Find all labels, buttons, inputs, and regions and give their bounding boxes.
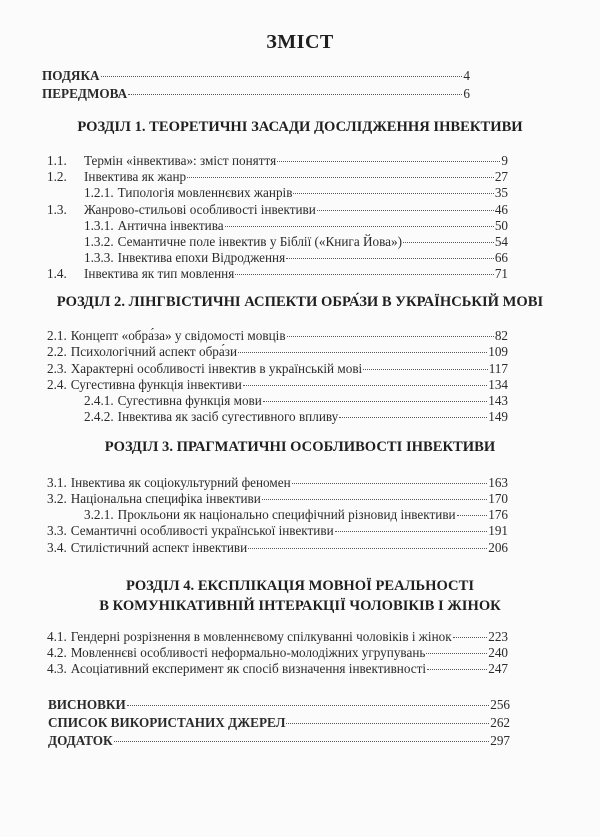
- toc-entry: [47, 202, 508, 218]
- toc-entry-label: ДОДАТОК: [48, 733, 113, 748]
- toc-entry-page: 134: [488, 377, 508, 392]
- toc-entry: [47, 540, 508, 556]
- dot-leader: [128, 94, 462, 95]
- toc-entry: [47, 661, 508, 677]
- toc-entry-conclusions: [48, 697, 510, 713]
- toc-entry-number: 1.3.: [47, 202, 67, 217]
- toc-entry-label: Жанрово-стильові особливості інвективи: [84, 202, 316, 217]
- toc-entry-number: 2.3.: [47, 361, 67, 376]
- toc-entry-page: 71: [494, 266, 508, 281]
- toc-entry-page: 35: [494, 185, 508, 200]
- toc-entry-label: Інвектива як жанр: [84, 169, 187, 184]
- toc-entry-label: Інвектива епохи Відродження: [117, 250, 286, 265]
- toc-entry: [47, 475, 508, 491]
- toc-entry-number: 1.3.2.: [84, 234, 114, 249]
- dot-leader: [243, 385, 487, 386]
- toc-entry-label: Гендерні розрізнення в мовленнєвому спілкуванні чоловіків і жінок: [70, 629, 452, 644]
- toc-entry-references: [48, 715, 510, 731]
- dot-leader: [263, 401, 487, 402]
- toc-entry: [47, 169, 508, 185]
- toc-entry-number: 3.4.: [47, 540, 67, 555]
- dot-leader: [101, 76, 463, 77]
- toc-entry: [47, 491, 508, 507]
- toc-entry-page: 223: [488, 629, 508, 644]
- toc-entry-label: СПИСОК ВИКОРИСТАНИХ ДЖЕРЕЛ: [48, 715, 286, 730]
- dot-leader: [287, 336, 494, 337]
- dot-leader: [238, 352, 487, 353]
- toc-entry-acknowledgements: [42, 68, 470, 84]
- toc-entry: [47, 361, 508, 377]
- toc-entry-page: 170: [488, 491, 508, 506]
- toc-entry-number: 2.2.: [47, 344, 67, 359]
- toc-entry-page: 9: [501, 153, 508, 168]
- toc-entry-number: 1.3.1.: [84, 218, 114, 233]
- toc-entry: [84, 250, 508, 266]
- toc-entry: [84, 393, 508, 409]
- dot-leader: [453, 637, 488, 638]
- toc-entry: [84, 185, 508, 201]
- toc-entry-page: 27: [494, 169, 508, 184]
- toc-entry-label: Психологічний аспект обра́зи: [70, 344, 238, 359]
- toc-entry-page: 247: [488, 661, 508, 676]
- toc-entry-number: 2.4.1.: [84, 393, 114, 408]
- toc-entry: [84, 507, 508, 523]
- toc-entry-number: 4.2.: [47, 645, 67, 660]
- toc-entry-number: 1.2.: [47, 169, 67, 184]
- toc-entry: [47, 266, 508, 282]
- toc-entry-page: 149: [488, 409, 508, 424]
- toc-entry: [47, 645, 508, 661]
- toc-entry-preface: [42, 86, 470, 102]
- toc-entry-page: 50: [494, 218, 508, 233]
- toc-entry-page: 6: [463, 86, 470, 101]
- toc-entry-page: 82: [494, 328, 508, 343]
- toc-entry: [47, 344, 508, 360]
- toc-entry-page: 176: [488, 507, 508, 522]
- dot-leader: [457, 515, 488, 516]
- toc-entry-page: 46: [494, 202, 508, 217]
- toc-entry: [47, 629, 508, 645]
- toc-entry-label: Асоціативний експеримент як спосіб визначення інвективності: [70, 661, 427, 676]
- dot-leader: [248, 548, 487, 549]
- toc-entry-page: 262: [490, 715, 510, 730]
- dot-leader: [225, 226, 494, 227]
- toc-entry-label: Прокльони як національно специфічний різновид інвективи: [117, 507, 456, 522]
- toc-entry: [47, 523, 508, 539]
- dot-leader: [262, 499, 487, 500]
- dot-leader: [114, 741, 490, 742]
- toc-entry-page: 240: [488, 645, 508, 660]
- toc-entry-appendix: [48, 733, 510, 749]
- toc-entry: [84, 409, 508, 425]
- dot-leader: [426, 653, 487, 654]
- toc-entry-number: 2.4.2.: [84, 409, 114, 424]
- toc-entry-page: 109: [488, 344, 508, 359]
- toc-entry-label: Інвектива як тип мовлення: [84, 266, 235, 281]
- toc-entry-label: ПОДЯКА: [42, 68, 100, 83]
- toc-entry-number: 4.1.: [47, 629, 67, 644]
- chapter-heading: РОЗДІЛ 2. ЛІНГВІСТИЧНІ АСПЕКТИ ОБРА́ЗИ В УКРАЇНСЬКІЙ МОВІ: [56, 294, 544, 310]
- dot-leader: [292, 483, 488, 484]
- dot-leader: [235, 274, 494, 275]
- chapter-heading-line2: В КОМУНІКАТИВНІЙ ІНТЕРАКЦІЇ ЧОЛОВІКІВ І ЖІНОК: [99, 598, 501, 614]
- dot-leader: [293, 193, 493, 194]
- toc-entry-label: Інвектива як соціокультурний феномен: [70, 475, 291, 490]
- toc-entry: [84, 234, 508, 250]
- toc-entry-label: Антична інвектива: [117, 218, 224, 233]
- page-title: ЗМІСТ: [266, 31, 334, 53]
- toc-entry-page: 4: [463, 68, 470, 83]
- toc-entry-label: Характерні особливості інвектив в українській мові: [70, 361, 363, 376]
- toc-entry-label: ПЕРЕДМОВА: [42, 86, 128, 101]
- toc-entry-label: Національна специфіка інвективи: [70, 491, 261, 506]
- dot-leader: [187, 177, 494, 178]
- toc-entry-page: 143: [488, 393, 508, 408]
- toc-entry-number: 3.3.: [47, 523, 67, 538]
- toc-entry-label: Сугестивна функція інвективи: [70, 377, 242, 392]
- toc-entry-label: Концепт «обра́за» у свідомості мовців: [70, 328, 286, 343]
- dot-leader: [403, 242, 494, 243]
- toc-entry-number: 3.2.: [47, 491, 67, 506]
- toc-entry: [47, 328, 508, 344]
- toc-entry-page: 66: [494, 250, 508, 265]
- toc-entry-number: 1.4.: [47, 266, 67, 281]
- toc-entry-label: Інвектива як засіб сугестивного впливу: [117, 409, 339, 424]
- toc-entry: [47, 153, 508, 169]
- dot-leader: [127, 705, 490, 706]
- toc-entry-label: Термін «інвектива»: зміст поняття: [84, 153, 277, 168]
- toc-entry-page: 206: [488, 540, 508, 555]
- toc-entry-label: ВИСНОВКИ: [48, 697, 126, 712]
- chapter-heading: РОЗДІЛ 1. ТЕОРЕТИЧНІ ЗАСАДИ ДОСЛІДЖЕННЯ ІНВЕКТИВИ: [77, 119, 523, 135]
- dot-leader: [286, 723, 489, 724]
- toc-entry-page: 256: [490, 697, 510, 712]
- toc-entry-page: 191: [488, 523, 508, 538]
- toc-entry-label: Стилістичний аспект інвективи: [70, 540, 248, 555]
- toc-entry-number: 1.1.: [47, 153, 67, 168]
- toc-entry-number: 3.1.: [47, 475, 67, 490]
- toc-entry-number: 2.1.: [47, 328, 67, 343]
- toc-entry: [47, 377, 508, 393]
- toc-entry-page: 54: [494, 234, 508, 249]
- toc-entry-page: 163: [488, 475, 508, 490]
- toc-entry-label: Типологія мовленнєвих жанрів: [117, 185, 293, 200]
- toc-entry-number: 3.2.1.: [84, 507, 114, 522]
- toc-entry-number: 1.3.3.: [84, 250, 114, 265]
- toc-entry-number: 4.3.: [47, 661, 67, 676]
- dot-leader: [363, 369, 487, 370]
- toc-entry-label: Семантичне поле інвектив у Біблії («Книга Йова»): [117, 234, 402, 249]
- toc-entry-page: 117: [488, 361, 508, 376]
- dot-leader: [286, 258, 494, 259]
- dot-leader: [277, 161, 500, 162]
- chapter-heading: РОЗДІЛ 3. ПРАГМАТИЧНІ ОСОБЛИВОСТІ ІНВЕКТИВИ: [104, 439, 496, 455]
- dot-leader: [427, 669, 487, 670]
- toc-entry: [84, 218, 508, 234]
- dot-leader: [339, 417, 487, 418]
- toc-entry-number: 1.2.1.: [84, 185, 114, 200]
- toc-entry-label: Сугестивна функція мови: [117, 393, 262, 408]
- dot-leader: [317, 210, 494, 211]
- toc-entry-label: Семантичні особливості української інвективи: [70, 523, 334, 538]
- chapter-heading-line1: РОЗДІЛ 4. ЕКСПЛІКАЦІЯ МОВНОЇ РЕАЛЬНОСТІ: [126, 578, 474, 594]
- toc-entry-number: 2.4.: [47, 377, 67, 392]
- toc-entry-page: 297: [490, 733, 510, 748]
- toc-entry-label: Мовленнєві особливості неформально-молодіжних угрупувань: [70, 645, 426, 660]
- dot-leader: [335, 531, 488, 532]
